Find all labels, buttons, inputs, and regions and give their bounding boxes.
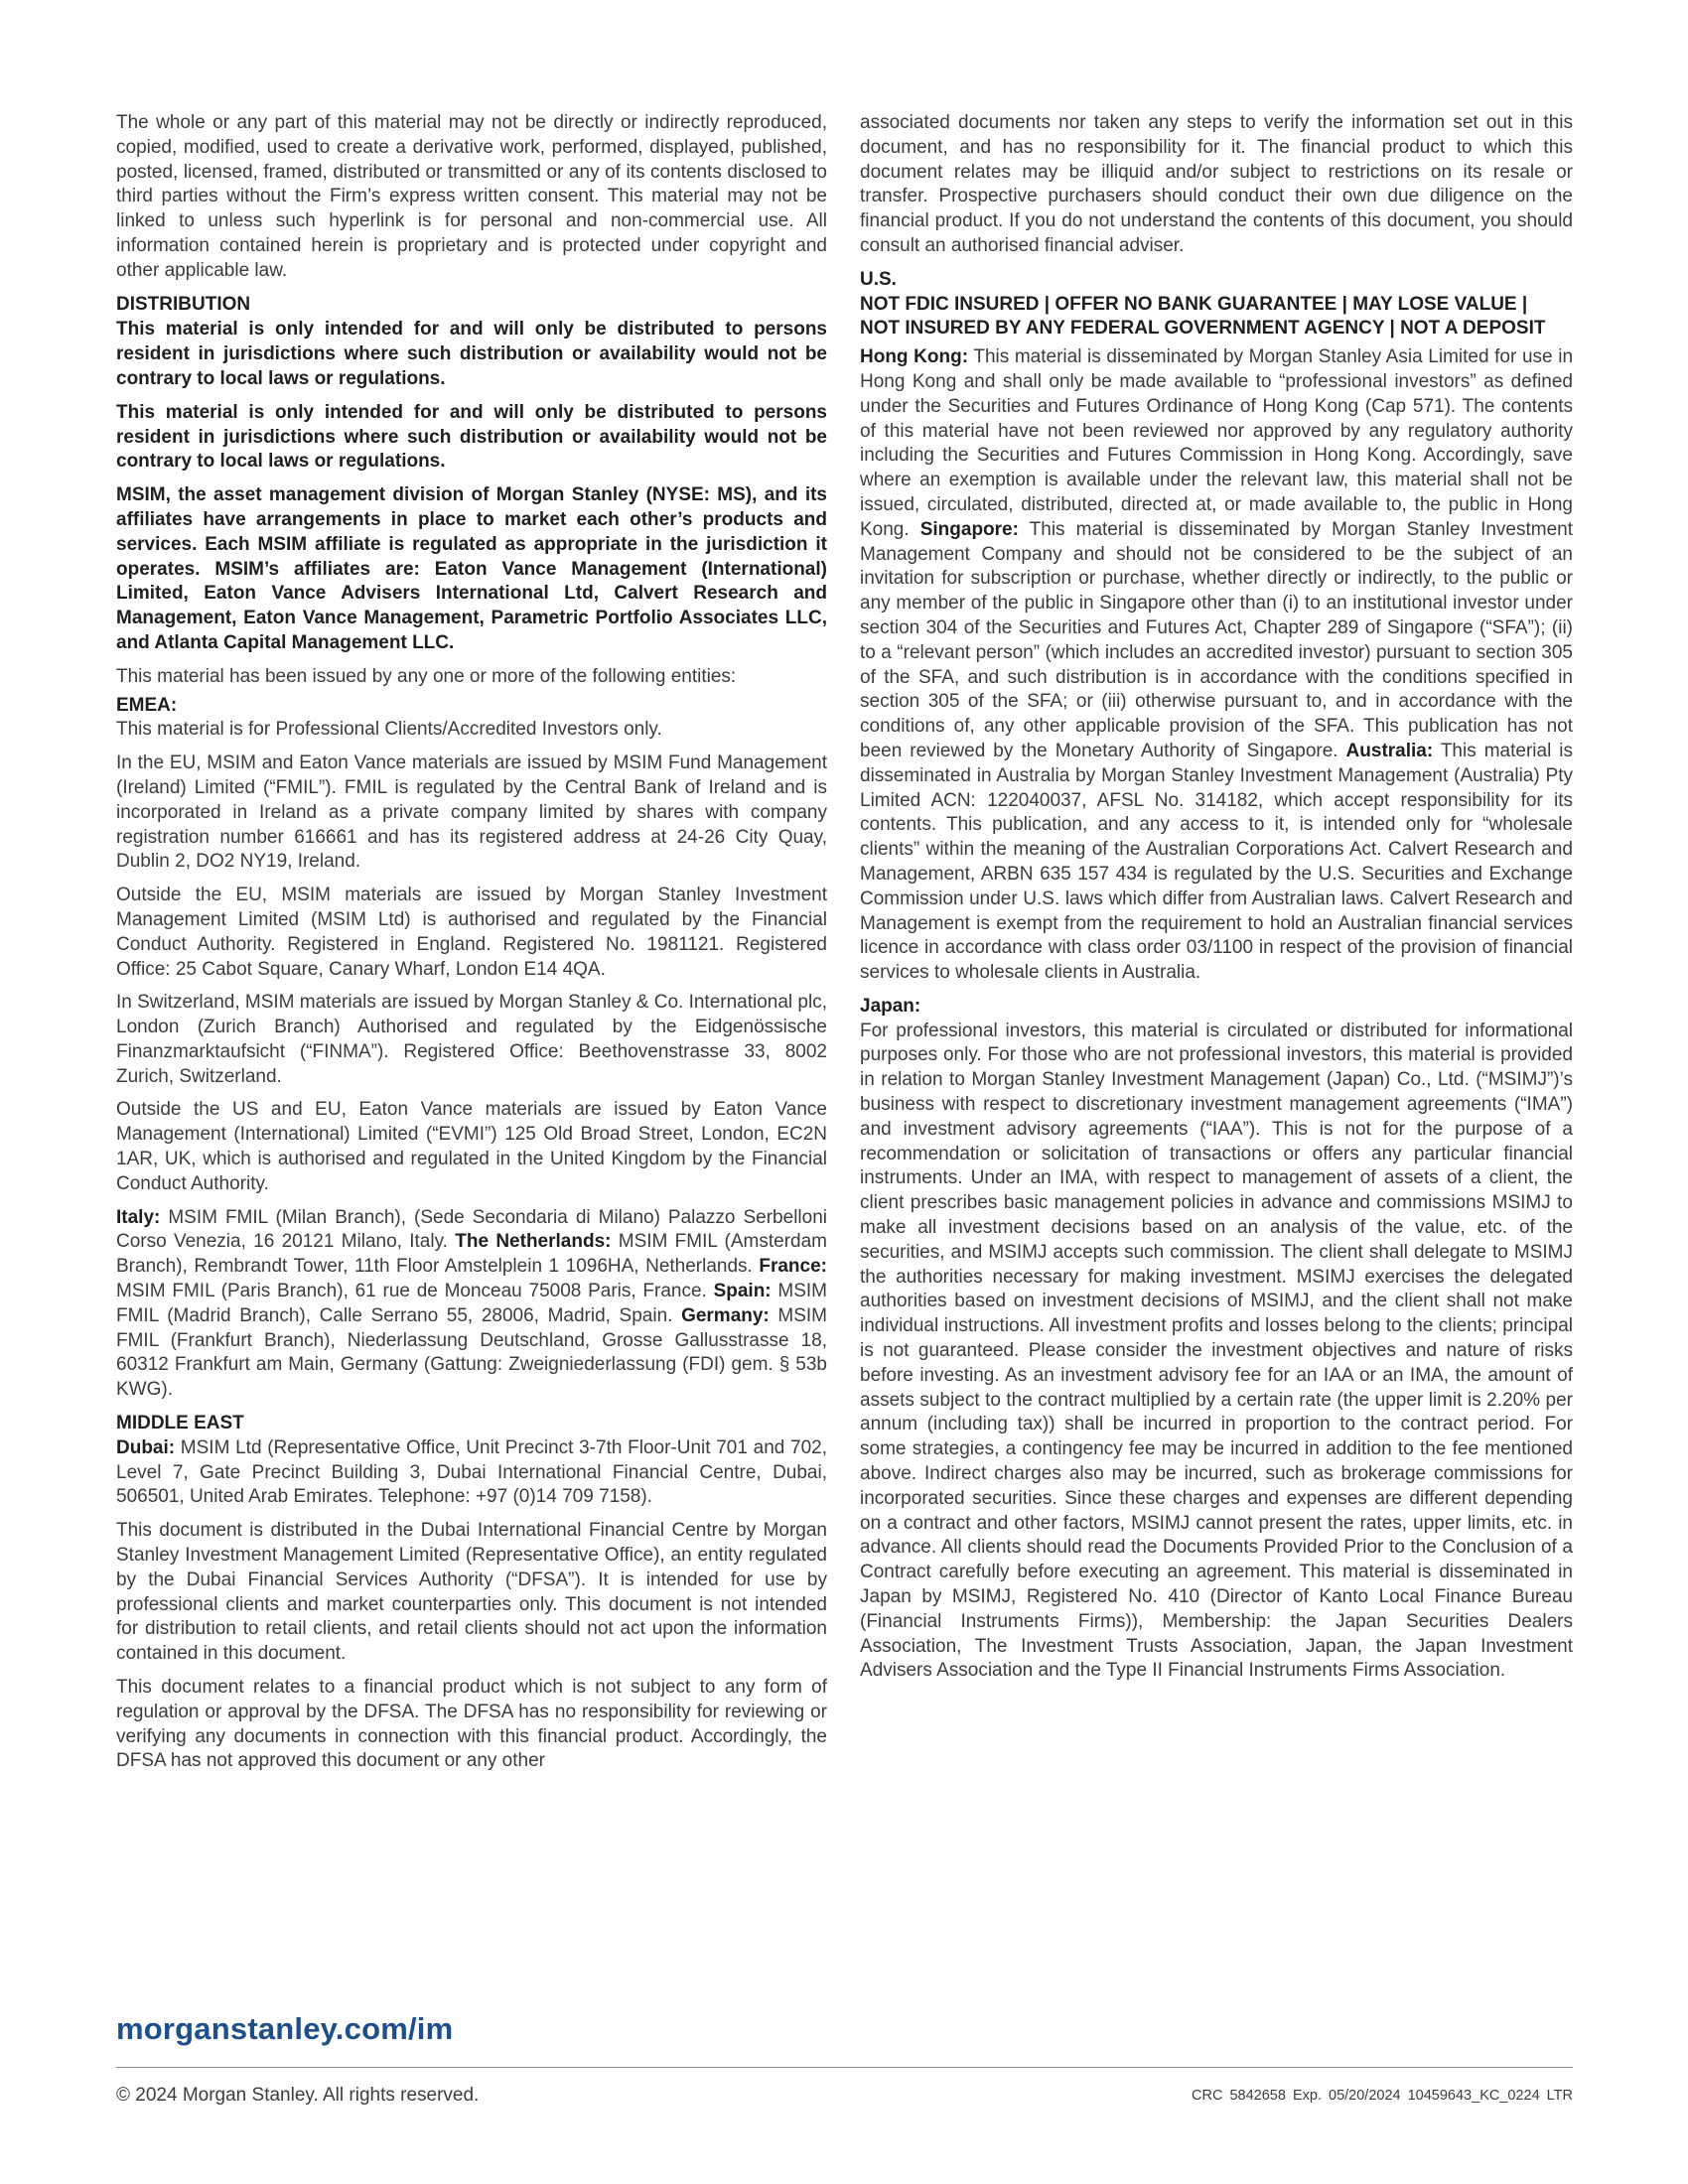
emea-professional-paragraph: This material is for Professional Clients/Accredited Investors only. xyxy=(116,719,662,741)
italy-text: MSIM FMIL (Milan Branch), (Sede Secondaria di Milano) Palazzo Serbelloni Corso Venezia, 16 20121 Milano, Italy. xyxy=(116,1206,827,1253)
dubai-distributed-paragraph: This document is distributed in the Dubai International Financial Centre by Morgan Stanley Investment Management Limited (Representative Office), an entity regulated by the Dubai Financial Services Authority (“DFSA”). It is intended for use by professional clients and market counterparties only. This document is not intended for distribution to retail clients, and retail clients should not act upon the information contained in this document. xyxy=(116,1520,827,1665)
germany-label: Germany: xyxy=(681,1304,770,1326)
dubai-label: Dubai: xyxy=(116,1436,176,1458)
emea-eu-paragraph: In the EU, MSIM and Eaton Vance materials are issued by MSIM Fund Management (Ireland) Limited (“FMIL”). FMIL is regulated by the Central Bank of Ireland and is incorporated in Ireland as a private company limited by shares with company registration number 616661 and has its registered address at 24-26 City Quay, Dublin 2, DO2 NY19, Ireland. xyxy=(116,752,827,873)
emea-switzerland-paragraph: In Switzerland, MSIM materials are issued by Morgan Stanley & Co. International plc, London (Zurich Branch) Authorised and regulated by the Eidgenössische Finanzmarktaufsicht (“FINMA”). Registered Office: Beethovenstrasse 33, 8002 Zurich, Switzerland. xyxy=(116,992,827,1087)
us-heading: U.S. xyxy=(860,268,897,290)
website-link[interactable]: morganstanley.com/im xyxy=(116,2011,454,2046)
copyright-text: © 2024 Morgan Stanley. All rights reserved. xyxy=(116,2085,480,2106)
spain-label: Spain: xyxy=(713,1281,772,1302)
document-codes: CRC 5842658 Exp. 05/20/2024 10459643_KC_0224 LTR xyxy=(1192,2088,1573,2104)
japan-heading: Japan: xyxy=(860,995,921,1017)
fdic-line-1: NOT FDIC INSURED | OFFER NO BANK GUARANTEE | MAY LOSE VALUE | xyxy=(860,293,1528,315)
dubai-text: MSIM Ltd (Representative Office, Unit Precinct 3-7th Floor-Unit 701 and 702, Level 7, Gate Precinct Building 3, Dubai International Financial Centre, Dubai, 506501, United Arab Emirates. Telephone: +97 (0)14 709 7158). xyxy=(116,1436,827,1508)
emea-outside-eu-paragraph: Outside the EU, MSIM materials are issued by Morgan Stanley Investment Management Limited (MSIM Ltd) is authorised and regulated by the Financial Conduct Authority. Registered in England. Registered No. 1981121. Registered Office: 25 Cabot Square, Canary Wharf, London E14 4QA. xyxy=(116,885,827,980)
france-label: France: xyxy=(759,1256,827,1278)
france-text: MSIM FMIL (Paris Branch), 61 rue de Monceau 75008 Paris, France. xyxy=(116,1281,714,1302)
netherlands-label: The Netherlands: xyxy=(455,1231,612,1253)
singapore-text: This material is disseminated by Morgan Stanley Investment Management Company and should not be considered to be the subject of an invitation for subscription or purchase, whether directly or indirectly, to the public or any member of the public in Singapore other than (i) to an institutional investor under section 304 of the Securities and Futures Act, Chapter 289 of Singapore (“SFA”); (ii) to a “relevant person” (which includes an accredited investor) pursuant to section 305 of the SFA, and such distribution is in accordance with the conditions specified in section 305 of the SFA; or (iii) otherwise pursuant to, and in accordance with the conditions of, any other applicable provision of the SFA. This publication has not been reviewed by the Monetary Authority of Singapore. xyxy=(860,518,1573,761)
germany-text: MSIM FMIL (Frankfurt Branch), Niederlassung Deutschland, Grosse Gallusstrasse 18, 60312 Frankfurt am Main, Germany (Gattung: Zweigniederlassung (FDI) gem. § 53b KWG). xyxy=(116,1304,827,1401)
fdic-disclaimer xyxy=(860,293,1573,342)
fdic-line-2: NOT INSURED BY ANY FEDERAL GOVERNMENT AGENCY | NOT A DEPOSIT xyxy=(860,318,1546,340)
hong-kong-text: This material is disseminated by Morgan Stanley Asia Limited for use in Hong Kong and shall only be made available to “professional investors” as defined under the Securities and Futures Ordinance of Hong Kong (Cap 571). The contents of this material have not been reviewed nor approved by any regulatory authority including the Securities and Futures Commission in Hong Kong. Accordingly, save where an exemption is available under the relevant law, this material shall not be issued, circulated, distributed, directed at, or made available to, the public in Hong Kong. xyxy=(860,346,1574,540)
australia-label: Australia: xyxy=(1345,740,1434,761)
spain-text: MSIM FMIL (Madrid Branch), Calle Serrano 55, 28006, Madrid, Spain. xyxy=(116,1281,827,1326)
footer-divider xyxy=(116,2067,1573,2068)
emea-heading: EMEA: xyxy=(116,694,178,716)
european-branches-paragraph xyxy=(116,1206,827,1403)
continued-paragraph: associated documents nor taken any steps to verify the information set out in this document, and has no responsibility for it. The financial product to which this document relates may be illiquid and/or subject to restrictions on its resale or transfer. Prospective purchasers should conduct their own due diligence on the financial product. If you do not understand the contents of this document, you should consult an authorised financial adviser. xyxy=(860,112,1573,256)
dubai-paragraph xyxy=(116,1436,827,1510)
japan-paragraph: For professional investors, this material is circulated or distributed for informational purposes only. For those who are not professional investors, this material is provided in relation to Morgan Stanley Investment Management (Japan) Co., Ltd. (“MSIMJ”)’s business with respect to discretionary investment management agreements (“IMA”) and investment advisory agreements (“IAA”). This is not for the purpose of a recommendation or solicitation of transactions or offers any particular financial instruments. Under an IMA, with respect to management of assets of a client, the client prescribes basic management policies in advance and commissions MSIMJ to make all investment decisions based on an analysis of the value, etc. of the securities, and MSIMJ accepts such commission. The client shall delegate to MSIMJ the authorities necessary for making investment. MSIMJ exercises the delegated authorities based on investment decisions of MSIMJ, and the client shall not make individual instructions. All investment profits and losses belong to the clients; principal is not guaranteed. Please consider the investment objectives and nature of risks before investing. As an investment advisory fee for an IAA or an IMA, the amount of assets subject to the contract multiplied by a certain rate (the upper limit is 2.20% per annum (including tax)) shall be incurred in proportion to the contract period. For some strategies, a contingency fee may be incurred in addition to the fee mentioned above. Indirect charges also may be incurred, such as brokerage commissions for incorporated securities. Since these charges and expenses are different depending on a contract and other factors, MSIMJ cannot present the rates, upper limits, etc. in advance. All clients should read the Documents Provided Prior to the Conclusion of a Contract carefully before executing an agreement. This material is disseminated in Japan by MSIMJ, Registered No. 410 (Director of Kanto Local Finance Bureau (Financial Instruments Firms)), Membership: the Japan Securities Dealers Association, The Investment Trusts Association, Japan, the Japan Investment Advisers Association and the Type II Financial Instruments Firms Association. xyxy=(860,1020,1573,1682)
asia-pacific-paragraph xyxy=(860,345,1573,986)
intro-paragraph: The whole or any part of this material may not be directly or indirectly reproduced, copied, modified, used to create a derivative work, performed, displayed, published, posted, licensed, framed, distributed or transmitted or any of its contents disclosed to third parties without the Firm’s express written consent. This material may not be linked to unless such hyperlink is for personal and non-commercial use. All information contained herein is proprietary and is protected under copyright and other applicable law. xyxy=(116,112,827,281)
right-column xyxy=(860,111,1573,1693)
netherlands-text: MSIM FMIL (Amsterdam Branch), Rembrandt Tower, 11th Floor Amstelplein 1 1096HA, Netherlands. xyxy=(116,1231,827,1278)
distribution-paragraph-1: This material is only intended for and will only be distributed to persons resident in jurisdictions where such distribution or availability would not be contrary to local laws or regulations. xyxy=(116,319,827,389)
distribution-heading: DISTRIBUTION xyxy=(116,293,251,315)
singapore-label: Singapore: xyxy=(919,518,1019,540)
hong-kong-label: Hong Kong: xyxy=(860,346,969,368)
left-column xyxy=(116,111,827,1783)
dubai-relates-paragraph: This document relates to a financial product which is not subject to any form of regulation or approval by the DFSA. The DFSA has no responsibility for reviewing or verifying any documents in connection with this financial product. Accordingly, the DFSA has not approved this document or any other xyxy=(116,1677,827,1772)
italy-label: Italy: xyxy=(116,1206,161,1228)
distribution-paragraph-2: This material is only intended for and will only be distributed to persons resident in jurisdictions where such distribution or availability would not be contrary to local laws or regulations. xyxy=(116,401,827,473)
msim-affiliates-paragraph: MSIM, the asset management division of Morgan Stanley (NYSE: MS), and its affiliates have arrangements in place to market each other’s products and services. Each MSIM affiliate is regulated as appropriate in the jurisdiction it operates. MSIM’s affiliates are: Eaton Vance Management (International) Limited, Eaton Vance Advisers International Ltd, Calvert Research and Management, Eaton Vance Management, Parametric Portfolio Associates LLC, and Atlanta Capital Management LLC. xyxy=(116,484,827,653)
middle-east-heading: MIDDLE EAST xyxy=(116,1413,244,1434)
australia-text: This material is disseminated in Australia by Morgan Stanley Investment Management (Australia) Pty Limited ACN: 122040037, AFSL No. 314182, which accept responsibility for its contents. This publication, and any access to it, is intended only for “wholesale clients” within the meaning of the Australian Corporations Act. Calvert Research and Management, ARBN 635 157 434 is regulated by the U.S. Securities and Exchange Commission under U.S. laws which differ from Australian laws. Calvert Research and Management is exempt from the requirement to hold an Australian financial services licence in accordance with class order 03/1100 in respect of the provision of financial services to wholesale clients in Australia. xyxy=(860,740,1573,984)
emea-outside-us-eu-paragraph: Outside the US and EU, Eaton Vance materials are issued by Eaton Vance Management (International) Limited (“EVMI”) 125 Old Broad Street, London, EC2N 1AR, UK, which is authorised and regulated in the United Kingdom by the Financial Conduct Authority. xyxy=(116,1099,827,1194)
issued-by-paragraph: This material has been issued by any one or more of the following entities: xyxy=(116,665,737,687)
